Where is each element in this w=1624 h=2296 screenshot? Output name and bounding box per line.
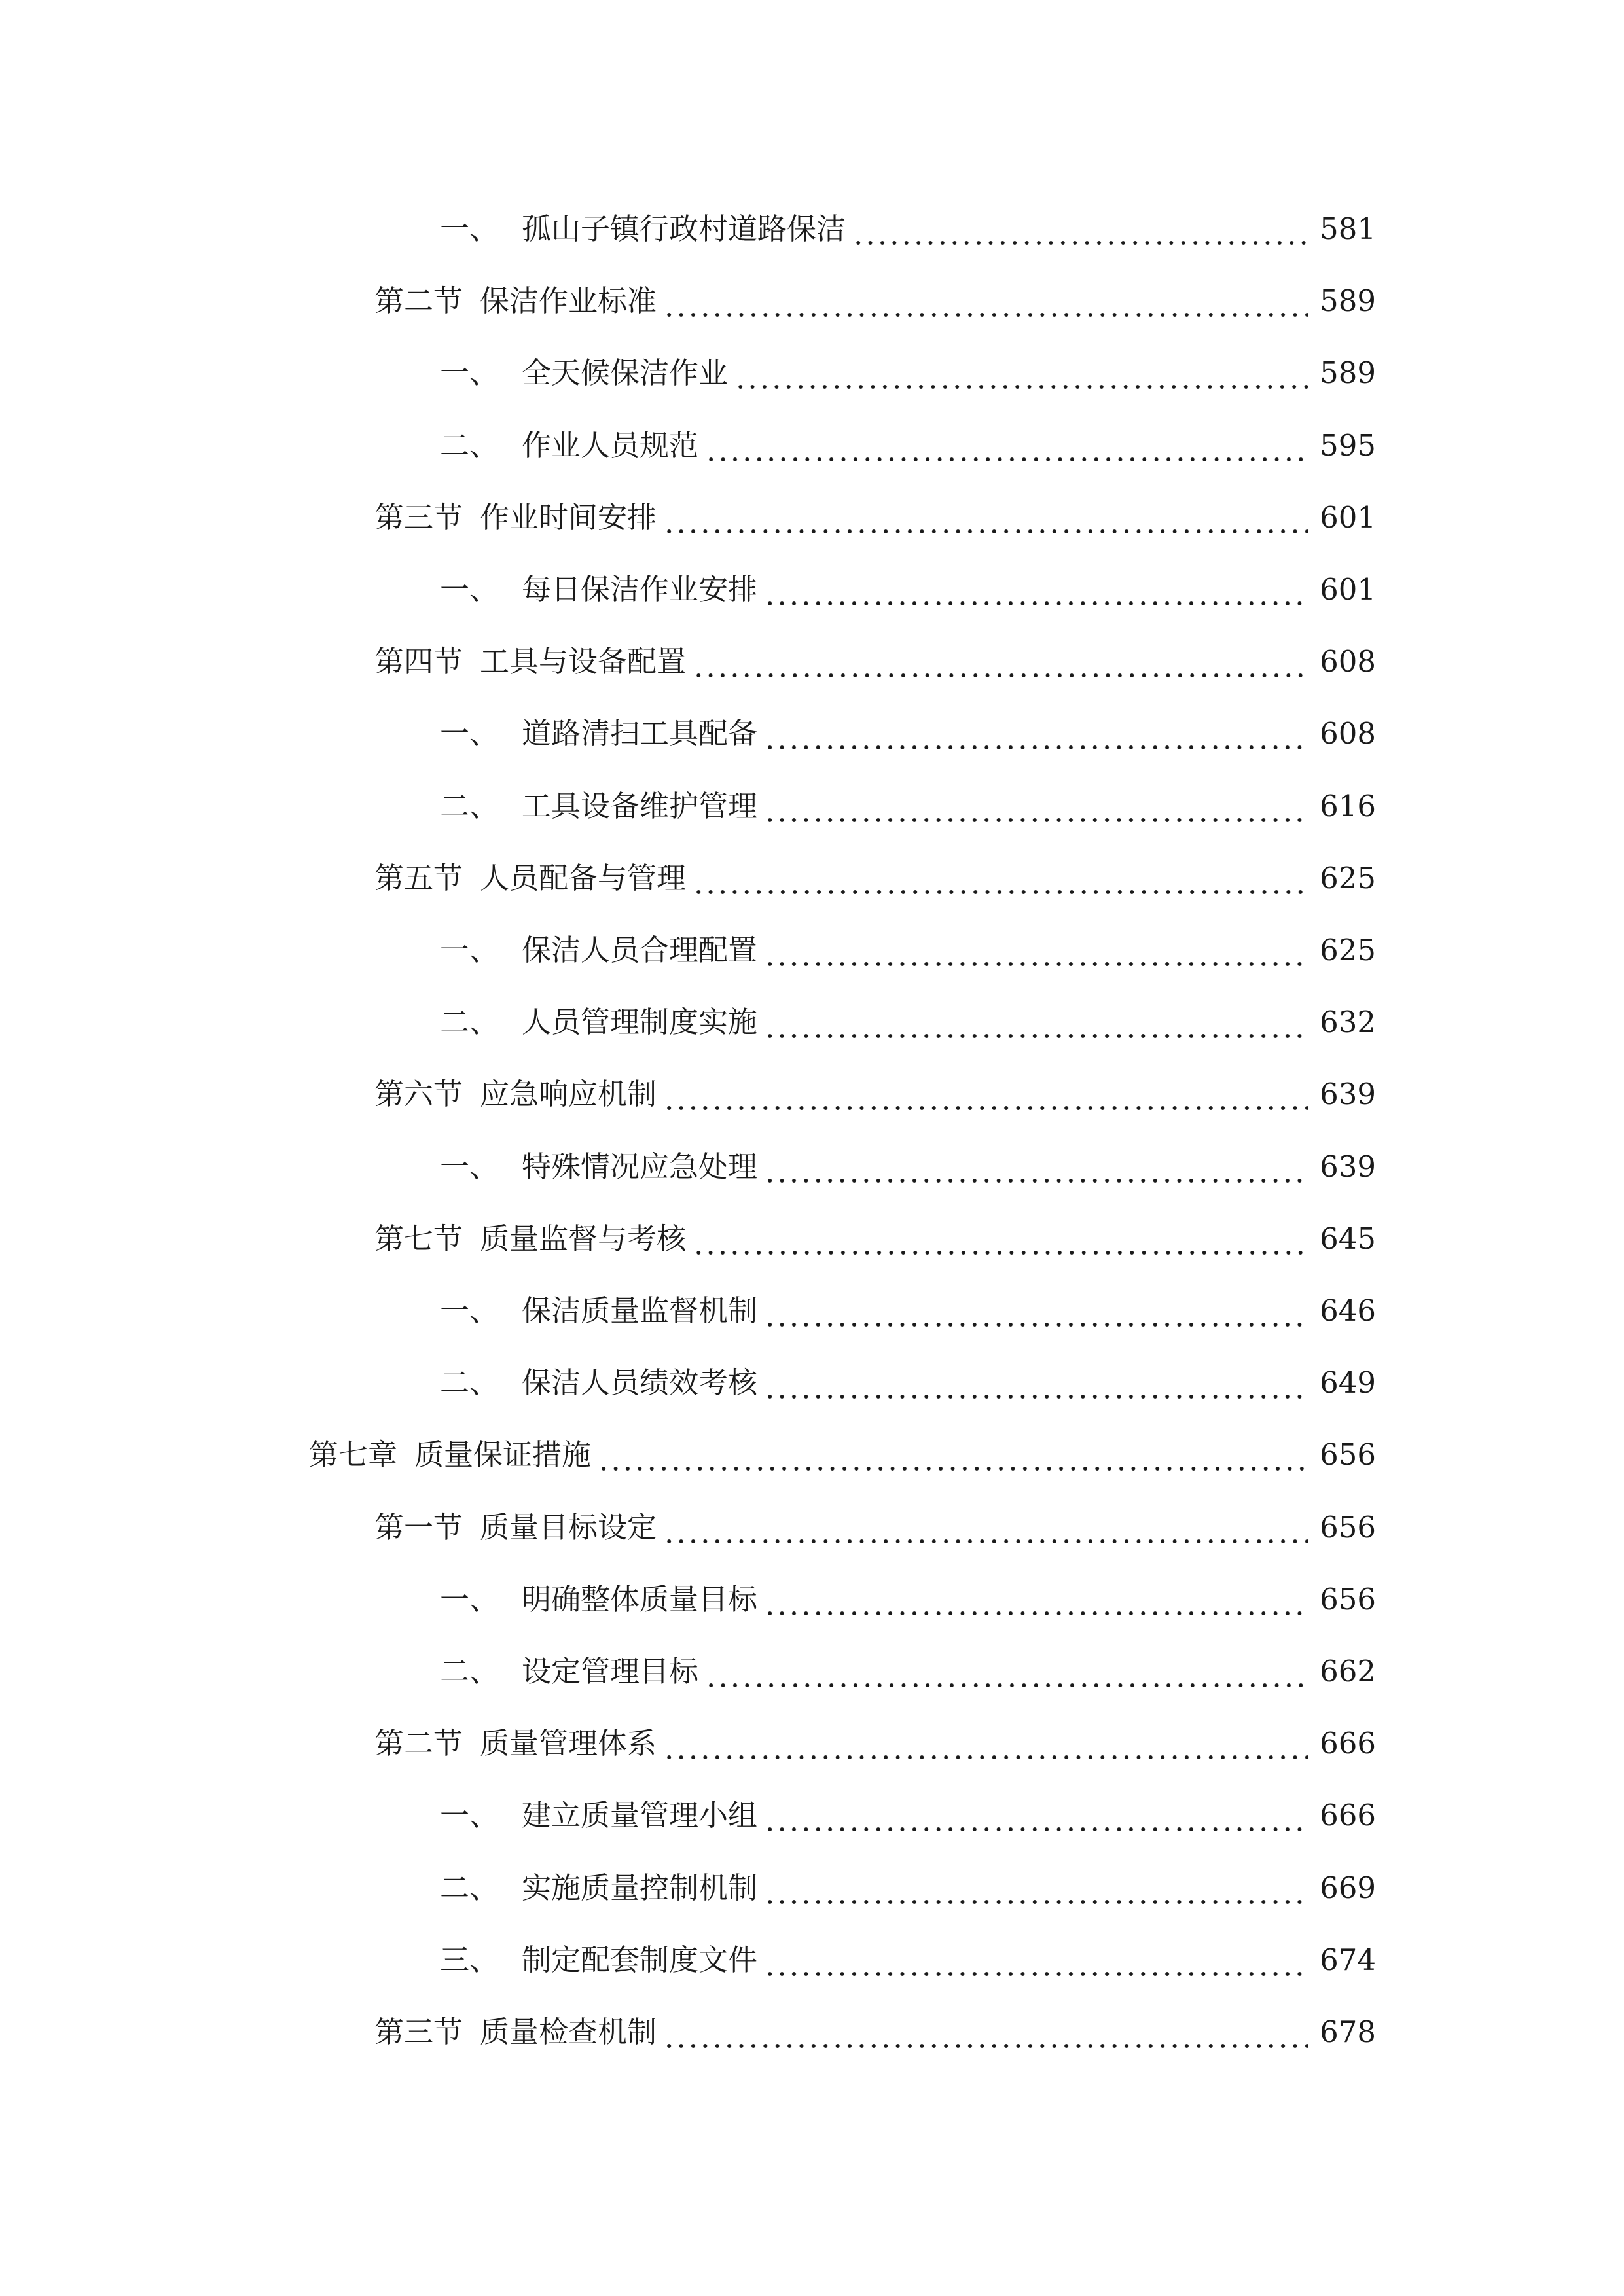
toc-entry-title: 设定管理目标 — [522, 1654, 699, 1689]
toc-entry-number: 第三节 — [374, 2015, 463, 2049]
toc-entry[interactable] — [440, 340, 1376, 393]
toc-entry-title: 保洁人员合理配置 — [522, 933, 758, 967]
toc-entry-page-number: 625 — [1320, 933, 1376, 967]
toc-entry-page-number: 656 — [1320, 1509, 1376, 1545]
toc-entry-page-number: 656 — [1320, 1437, 1376, 1473]
toc-entry[interactable] — [374, 629, 1376, 681]
toc-dot-leader — [764, 1291, 1308, 1331]
toc-entry-page-number: 601 — [1320, 499, 1376, 535]
toc-dot-leader — [764, 1147, 1308, 1187]
toc-entry-number: 第七章 — [309, 1437, 398, 1473]
toc-dot-leader — [693, 859, 1308, 898]
toc-dot-leader — [852, 209, 1308, 249]
toc-entry-page-number: 646 — [1320, 1293, 1376, 1328]
toc-entry-title: 质量管理体系 — [480, 1726, 657, 1761]
toc-dot-leader — [705, 1652, 1308, 1691]
toc-dot-leader — [693, 1219, 1308, 1259]
toc-dot-leader — [764, 714, 1308, 753]
toc-entry-title: 作业时间安排 — [480, 499, 657, 535]
toc-entry-page-number: 589 — [1320, 283, 1376, 319]
toc-dot-leader — [734, 353, 1308, 393]
toc-entry-page-number: 616 — [1320, 788, 1376, 823]
toc-entry-number: 第三节 — [374, 499, 463, 535]
toc-entry-title: 建立质量管理小组 — [522, 1798, 758, 1833]
toc-entry-title: 制定配套制度文件 — [522, 1942, 758, 1977]
toc-entry-title: 工具与设备配置 — [480, 644, 687, 679]
toc-entry-title: 工具设备维护管理 — [522, 788, 758, 823]
toc-dot-leader — [764, 931, 1308, 970]
toc-entry[interactable] — [440, 918, 1376, 970]
toc-entry[interactable] — [440, 1350, 1376, 1403]
toc-entry-number: 一、 — [440, 933, 499, 967]
toc-entry[interactable] — [440, 557, 1376, 609]
toc-entry-title: 孤山子镇行政村道路保洁 — [522, 211, 846, 246]
toc-entry-title: 质量目标设定 — [480, 1509, 657, 1545]
toc-entry[interactable] — [309, 1422, 1376, 1475]
toc-dot-leader — [663, 1508, 1308, 1547]
toc-dot-leader — [705, 426, 1308, 465]
toc-entry-number: 二、 — [440, 1005, 499, 1040]
toc-entry-number: 一、 — [440, 716, 499, 751]
toc-entry[interactable] — [440, 701, 1376, 753]
toc-entry-number: 第七节 — [374, 1221, 463, 1256]
toc-entry-number: 一、 — [440, 1798, 499, 1833]
toc-entry[interactable] — [374, 1495, 1376, 1547]
toc-entry-title: 特殊情况应急处理 — [522, 1149, 758, 1184]
toc-entry[interactable] — [440, 990, 1376, 1042]
toc-entry[interactable] — [440, 196, 1376, 249]
toc-entry-page-number: 666 — [1320, 1726, 1376, 1761]
toc-dot-leader — [764, 1363, 1308, 1403]
toc-entry[interactable] — [374, 846, 1376, 898]
toc-dot-leader — [764, 1869, 1308, 1908]
toc-entry[interactable] — [440, 413, 1376, 465]
toc-entry-number: 二、 — [440, 788, 499, 823]
toc-dot-leader — [764, 787, 1308, 826]
toc-entry-page-number: 649 — [1320, 1365, 1376, 1401]
toc-entry-number: 一、 — [440, 1293, 499, 1328]
toc-entry-number: 第二节 — [374, 1726, 463, 1761]
toc-dot-leader — [663, 2013, 1308, 2052]
toc-entry[interactable] — [374, 1206, 1376, 1259]
toc-entry-page-number: 601 — [1320, 572, 1376, 607]
toc-dot-leader — [693, 642, 1308, 681]
toc-entry-number: 一、 — [440, 211, 499, 246]
toc-entry-page-number: 678 — [1320, 2015, 1376, 2049]
toc-dot-leader — [764, 570, 1308, 609]
toc-entry[interactable] — [440, 774, 1376, 826]
toc-entry[interactable] — [440, 1783, 1376, 1835]
toc-entry-number: 第一节 — [374, 1509, 463, 1545]
toc-entry-title: 人员配备与管理 — [480, 860, 687, 895]
toc-entry-number: 第四节 — [374, 644, 463, 679]
toc-entry[interactable] — [440, 1856, 1376, 1908]
toc-dot-leader — [764, 1580, 1308, 1619]
toc-entry-page-number: 625 — [1320, 860, 1376, 895]
toc-entry-number: 一、 — [440, 1581, 499, 1617]
toc-entry-page-number: 656 — [1320, 1581, 1376, 1617]
toc-entry[interactable] — [440, 1639, 1376, 1691]
toc-entry-number: 一、 — [440, 572, 499, 607]
toc-entry-page-number: 674 — [1320, 1942, 1376, 1977]
toc-entry-title: 作业人员规范 — [522, 427, 699, 463]
toc-entry-title: 保洁质量监督机制 — [522, 1293, 758, 1328]
toc-entry-page-number: 581 — [1320, 211, 1376, 246]
toc-entry-page-number: 595 — [1320, 427, 1376, 463]
toc-entry-title: 人员管理制度实施 — [522, 1005, 758, 1040]
toc-entry-page-number: 589 — [1320, 355, 1376, 391]
toc-dot-leader — [764, 1941, 1308, 1980]
toc-entry-number: 第二节 — [374, 283, 463, 319]
toc-entry-number: 二、 — [440, 1365, 499, 1401]
toc-dot-leader — [663, 1724, 1308, 1763]
toc-dot-leader — [598, 1435, 1308, 1475]
toc-entry-title: 质量监督与考核 — [480, 1221, 687, 1256]
toc-entry-page-number: 639 — [1320, 1077, 1376, 1112]
toc-entry-number: 一、 — [440, 1149, 499, 1184]
toc-dot-leader — [663, 281, 1308, 321]
toc-entry-title: 全天候保洁作业 — [522, 355, 729, 391]
toc-entry-page-number: 608 — [1320, 716, 1376, 751]
toc-entry-title: 实施质量控制机制 — [522, 1870, 758, 1905]
toc-entry[interactable] — [374, 1711, 1376, 1763]
toc-entry[interactable] — [374, 2000, 1376, 2052]
toc-entry[interactable] — [440, 1278, 1376, 1331]
toc-entry-page-number: 666 — [1320, 1798, 1376, 1833]
toc-entry[interactable] — [374, 268, 1376, 321]
toc-entry-number: 二、 — [440, 1870, 499, 1905]
toc-entry[interactable] — [440, 1134, 1376, 1187]
toc-dot-leader — [663, 498, 1308, 537]
toc-entry-title: 道路清扫工具配备 — [522, 716, 758, 751]
toc-entry-number: 二、 — [440, 427, 499, 463]
toc-entry[interactable] — [374, 1062, 1376, 1114]
toc-dot-leader — [663, 1075, 1308, 1114]
toc-entry-title: 质量检查机制 — [480, 2015, 657, 2049]
toc-dot-leader — [764, 1796, 1308, 1835]
toc-entry-title: 保洁人员绩效考核 — [522, 1365, 758, 1401]
toc-entry-page-number: 662 — [1320, 1654, 1376, 1689]
toc-dot-leader — [764, 1003, 1308, 1042]
toc-entry-number: 一、 — [440, 355, 499, 391]
toc-entry-number: 第五节 — [374, 860, 463, 895]
toc-entry[interactable] — [374, 485, 1376, 537]
toc-entry-title: 质量保证措施 — [414, 1437, 592, 1473]
toc-entry-title: 保洁作业标准 — [480, 283, 657, 319]
toc-entry-number: 第六节 — [374, 1077, 463, 1112]
toc-entry[interactable] — [440, 1928, 1376, 1980]
toc-entry-title: 明确整体质量目标 — [522, 1581, 758, 1617]
toc-entry-title: 每日保洁作业安排 — [522, 572, 758, 607]
toc-entry-number: 三、 — [440, 1942, 499, 1977]
toc-entry-page-number: 639 — [1320, 1149, 1376, 1184]
toc-entry[interactable] — [440, 1567, 1376, 1619]
toc-entry-number: 二、 — [440, 1654, 499, 1689]
toc-entry-page-number: 669 — [1320, 1870, 1376, 1905]
toc-entry-page-number: 632 — [1320, 1005, 1376, 1040]
toc-entry-page-number: 608 — [1320, 644, 1376, 679]
toc-entry-page-number: 645 — [1320, 1221, 1376, 1256]
toc-entry-title: 应急响应机制 — [480, 1077, 657, 1112]
